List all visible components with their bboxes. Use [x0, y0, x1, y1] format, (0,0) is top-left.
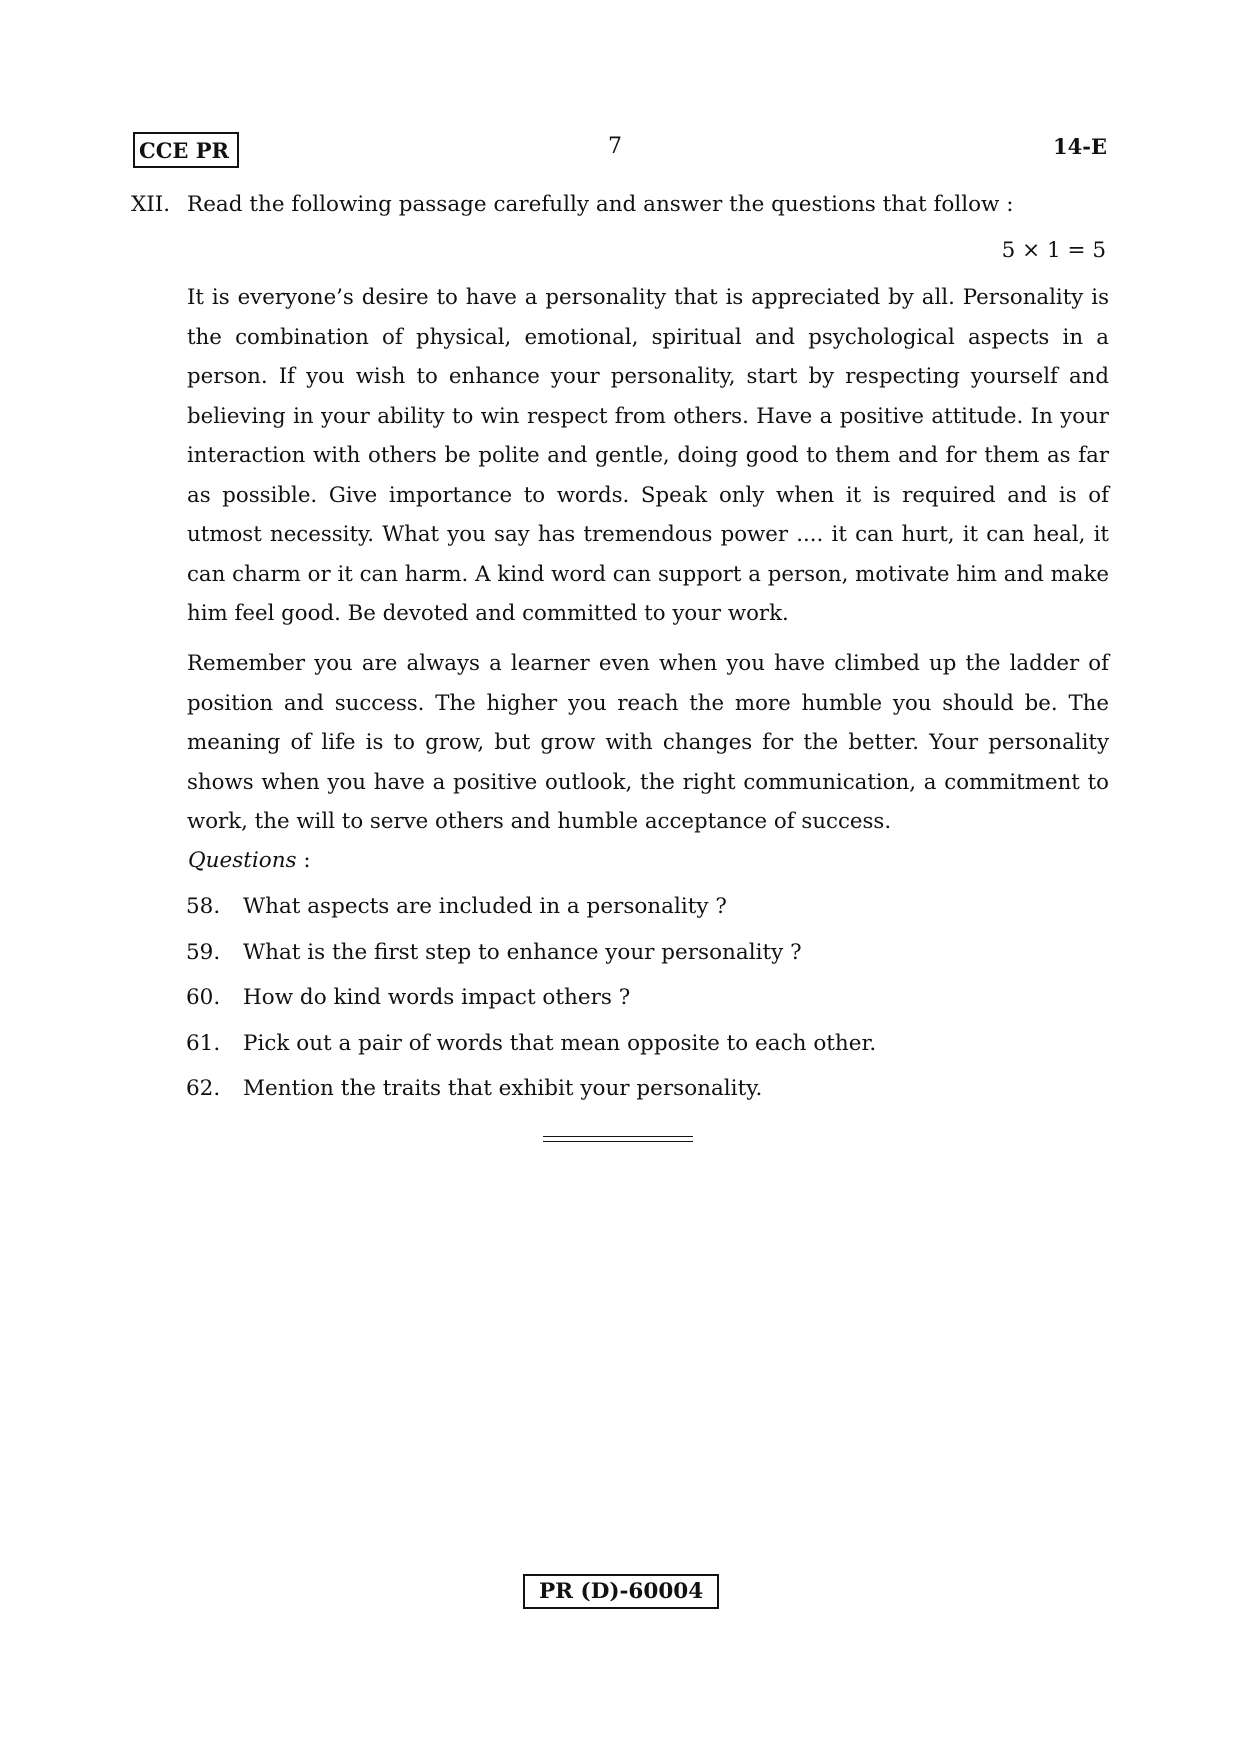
question-text: Pick out a pair of words that mean opposite to each other.	[243, 1030, 877, 1056]
questions-heading-label: Questions	[188, 848, 297, 873]
question-number: 62.	[186, 1076, 221, 1102]
passage-paragraph-1: It is everyone’s desire to have a personality that is appreciated by all. Personality is the combination of physical, emotional, spiritual and psychological aspects in a person. If you wish to enhance your personality, start by respecting yourself and believing in your ability to win respect from others. Have a positive attitude. In your interaction with others be polite and gentle, doing good to them and for them as far as possible. Give importance to words. Speak only when it is required and is of utmost necessity. What you say has tremendous power .... it can hurt, it can heal, it can charm or it can harm. A kind word can support a person, motivate him and make him feel good. Be devoted and committed to your work.	[187, 285, 1109, 626]
question-number: 58.	[186, 894, 221, 919]
question-text: Mention the traits that exhibit your personality.	[243, 1076, 763, 1102]
footer-code-box: PR (D)-60004	[523, 1574, 719, 1609]
question-item	[186, 890, 876, 936]
section-instruction: Read the following passage carefully and answer the questions that follow :	[187, 192, 1014, 217]
passage-paragraph-2: Remember you are always a learner even when you have climbed up the ladder of position and success. The higher you reach the more humble you should be. The meaning of life is to grow, but grow with changes for the better. Your personality shows when you have a positive outlook, the right communication, a commitment to work, the will to serve others and humble acceptance of success.	[187, 651, 1109, 834]
paper-code: 14-E	[1053, 134, 1107, 159]
marks-allocation: 5 × 1 = 5	[1001, 238, 1106, 263]
section-number: XII.	[131, 192, 171, 217]
question-list	[186, 890, 876, 1118]
page-number: 7	[608, 134, 622, 159]
question-item	[186, 936, 876, 982]
question-text: What is the first step to enhance your personality ?	[243, 939, 802, 965]
question-number: 61.	[186, 1030, 221, 1056]
series-code-box: CCE PR	[133, 132, 239, 168]
question-text: How do kind words impact others ?	[243, 985, 631, 1011]
question-item	[186, 981, 876, 1027]
questions-heading-colon: :	[296, 848, 311, 873]
question-number: 59.	[186, 939, 221, 965]
question-item	[186, 1027, 876, 1073]
questions-heading	[188, 848, 311, 873]
question-item	[186, 1072, 876, 1118]
question-number: 60.	[186, 985, 221, 1011]
end-of-section-divider	[543, 1136, 693, 1142]
question-text: What aspects are included in a personality ?	[243, 894, 727, 919]
